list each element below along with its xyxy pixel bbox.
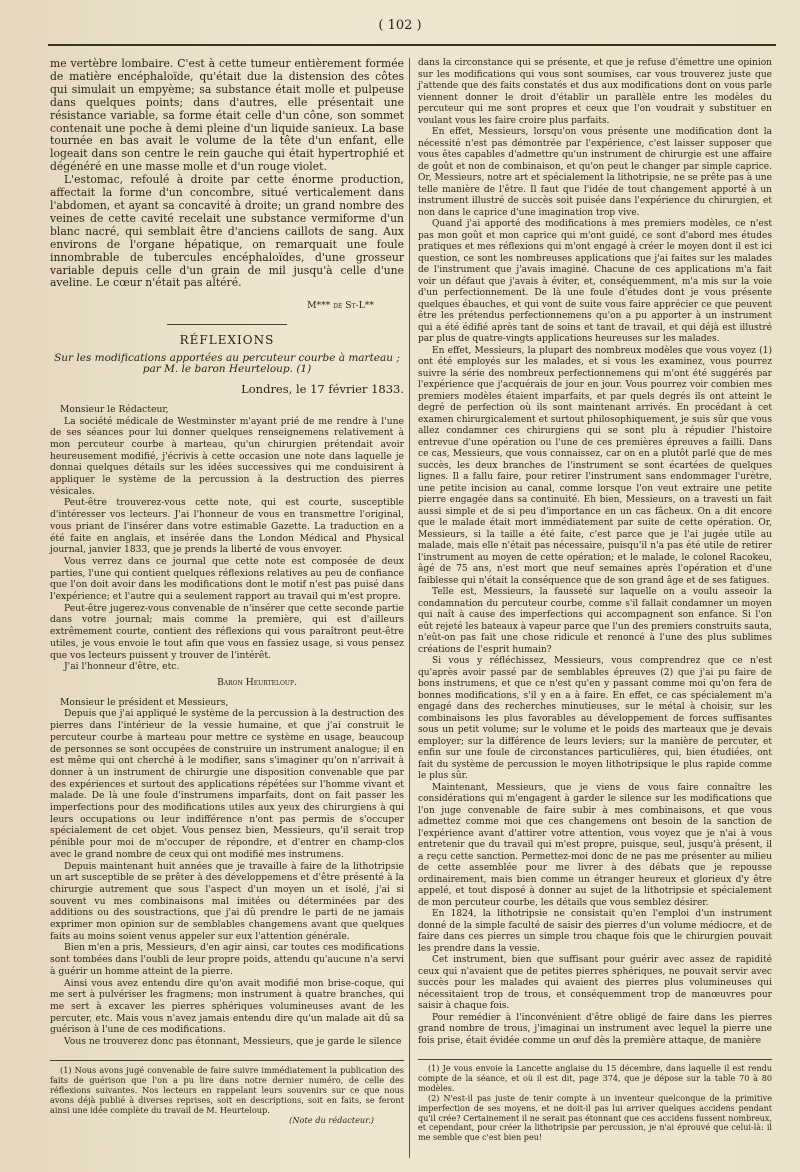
footnote: (1) Nous avons jugé convenable de faire suivre immédiatement la publication des faits de guérison que l'on a pu lire dans notre dernier numéro, de celle des réflexions suivantes. Nos lecteurs en rappelant leurs souvenirs sur ce que nous avons déjà publié à diverses reprises, soit en descriptions, soit en faits, se feront ainsi une idée complète du travail de M. Heurteloup. <box>50 1064 404 1116</box>
signature: Baron Heurteloup. <box>217 677 297 688</box>
paragraph: Peut-être trouverez-vous cette note, qui est courte, susceptible d'intéresser vos lecteurs. J'ai l'honneur de vous en transmettre l'original, vous priant de l'insérer dans votre estimable Gazette. La traduction en a été faite en anglais, et insérée dans the London Médical and Physical journal, janvier 1833, que je prends la liberté de vous envoyer. <box>50 497 404 556</box>
paragraph: Si vous y réfléchissez, Messieurs, vous comprendrez que ce n'est qu'après avoir passé par de semblables épreuves (2) que j'ai pu faire de bons instrumens, et que ce n'est qu'en y passant comme moi qu'on fera de bonnes modifications, s'il y en a à faire. En effet, ce cas spécialement m'a engagé dans des recherches minutieuses, sur le métal à choisir, sur les combinaisons les plus favorables au développement de forces suffisantes sous un petit volume; sur le volume et le poids des marteaux que je devais employer; sur la différence de leurs leviers; sur la manière de percuter, et enfin sur une foule de circonstances particulières, qui, bien étudiées, ont fait du système de percussion le moyen lithotripsique le plus rapide comme le plus sûr. <box>418 656 772 781</box>
paragraph: J'ai l'honneur d'être, etc. <box>64 661 180 673</box>
paragraph: La société médicale de Westminster m'ayant prié de me rendre à l'une de ses séances pour lui donner quelques renseignemens relativement à mon percuteur courbe à marteau, qu'un chirurgien prétendait avoir heureusement modifié, j'écrivis à cette occasion une note dans laquelle je donnai quelques détails sur les idées successives qui me conduisirent à appliquer le système de la percussion à la destruction des pierres vésicales. <box>50 415 404 497</box>
footnote-rule <box>50 1060 404 1061</box>
paragraph: Ainsi vous avez entendu dire qu'on avait modifié mon brise-coque, qui me sert à pulvériser les fragmens; mon instrument à quatre branches, qui me sert à excaver les pierres sphériques volumineuses avant de les percuter, etc. Mais vous n'avez jamais entendu dire qu'un malade ait dû sa guérison à l'une de ces modifications. <box>50 977 404 1036</box>
paragraph: En effet, Messieurs, la plupart des nombreux modèles que vous voyez (1) ont été employés sur les malades, et si vous les examinez, vous pourrez suivre la série des nombreux perfectionnemens qui m'ont été suggérés par l'expérience que j'acquérais de jour en jour. Vous pourrez voir combien mes premiers modèles étaient imparfaits, et par quels degrés ils ont atteint le degré de perfection où ils sont maintenant arrivés. En procédant à cet examen chirurgicalement et surtout philosophiquement, je suis sûr que vous allez condamner ces chirurgiens qui se sont plu à répudier l'histoire entrevue d'une opération ou l'une de ces premières épreuves a failli. Dans ce cas, Messieurs, que vous connaissez, car on en a plutôt parlé que de mes succès, les deux branches de l'instrument se sont écartées de quelques lignes. Il a fallu faire, pour retirer l'instrument sans endommager l'urètre, une petite incision au canal, comme lorsque l'on veut extraire une petite pierre engagée dans sa continuité. Eh bien, Messieurs, on a travesti un fait aussi simple et de si peu d'importance en un cas fâcheux. On a dit encore que le malade était mort immédiatement par suite de cette opération. Or, Messieurs, si la taille a été faite, c'est parce que je l'ai jugée utile au malade, mais elle n'était pas nécessaire, puisqu'il n'a pas été utile de retirer l'instrument au moyen de cette opération; et le malade, le colonel Racokeu, âgé de 75 ans, n'est mort que neuf semaines après l'opération et d'une faiblesse qui n'était la conséquence que de son grand âge et de ses fatigues. <box>418 345 772 586</box>
footnote-sign: (Note du rédacteur.) <box>289 1115 374 1126</box>
paragraph: Telle est, Messieurs, la fausseté sur laquelle on a voulu asseoir la condamnation du percuteur courbe, comme s'il fallait condamner un moyen qui naît à cause des imperfections qui accompagnent son enfance. Si l'on eût rejeté les bateaux à vapeur parce que l'un des premiers construits sauta, n'eût-on pas fait une chose ridicule et renoncé à l'une des plus sublimes créations de l'esprit humain? <box>418 587 772 655</box>
footnotes <box>50 1065 404 1126</box>
footnote: (1) Je vous envoie la Lancette anglaise du 15 décembre, dans laquelle il est rendu compte de la séance, et où il est dit, page 374, que je dépose sur la table 70 à 80 modèles. <box>418 1064 772 1093</box>
dateline: Londres, le 17 février 1833. <box>241 382 404 397</box>
paragraph: Maintenant, Messieurs, que je viens de vous faire connaître les considérations qui m'engagent à garder le silence sur les modifications que l'on juge convenable de faire subir à mes combinaisons, et que vous admettez comme moi que ces changemens ont besoin de la sanction de l'expérience avant d'attirer votre attention, vous voyez que je n'ai à vous entretenir que du travail qui m'est propre, puisque, seul, jusqu'à présent, il a reçu cette sanction. Permettez-moi donc de ne pas me présenter au milieu de cette assemblée pour me livrer à des débats que je repousse ordinairement, mais bien comme un étranger heureux et glorieux d'y être appelé, et tout disposé à donner au sujet de la lithotripsie et spécialement de mon percuteur courbe, les détails que vous semblez désirer. <box>418 782 772 908</box>
salutation: Monsieur le président et Messieurs, <box>60 696 229 708</box>
paragraph: me vertèbre lombaire. C'est à cette tumeur entièrement formée de matière encéphaloïde, qu'était due la distension des côtes qui simulait un empyème; sa substance était molle et pulpeuse dans quelques points; dans d'autres, elle présentait une résistance variable, sa forme était celle d'un cône, son sommet contenait une poche à demi pleine d'un liquide sanieux. La base tournée en bas avait le volume de la tête d'un enfant, elle logeait dans son centre le rein gauche qui était hypertrophié et dégénéré en une masse molle et d'un rouge violet. <box>50 57 404 174</box>
footnotes <box>418 1064 772 1143</box>
paragraph: Depuis que j'ai appliqué le système de la percussion à la destruction des pierres dans l'intérieur de la vessie humaine, et que j'ai construit le percuteur courbe à marteau pour mettre ce système en usage, beaucoup de personnes se sont occupées de construire un instrument analogue; il en est même qui ont cherché à le modifier, sans s'imaginer qu'on n'arrivait à donner à un instrument de chirurgie une disposition convenable que par des expériences et surtout des applications répétées sur l'homme vivant et malade. De là une foule d'instrumens imparfaits, dont on fait passer les imperfections pour des modifications utiles aux yeux des chirurgiens à qui leurs occupations ou leur indifférence n'ont pas permis de s'occuper spécialement de cet objet. Vous pensez bien, Messieurs, qu'il serait trop pénible pour moi de m'occuper de répondre, et d'entrer en champ-clos avec le grand nombre de ceux qui ont modifié mes instrumens. <box>50 708 404 860</box>
paragraph: dans la circonstance qui se présente, et que je refuse d'émettre une opinion sur les modifications qui vous sont soumises, car vous trouverez juste que j'attende que des faits constatés et dus aux modifications dont on vous parle viennent donner le droit d'établir un parallèle entre les modèles du percuteur qui me sont propres et ceux que l'on voudrait y substituer en voulant vous les faire croire plus parfaits. <box>418 58 772 126</box>
lead-text <box>50 58 404 290</box>
paragraph: Pour remédier à l'inconvénient d'être obligé de faire dans les pierres grand nombre de trous, j'imaginai un instrument avec lequel la pierre une fois prise, était évidée comme un œuf dès la première attaque, de manière <box>418 1012 772 1046</box>
header-rule <box>48 44 776 46</box>
paragraph: Cet instrument, bien que suffisant pour guérir avec assez de rapidité ceux qui n'avaient que de petites pierres sphériques, ne pouvait servir avec succès pour les malades qui avaient des pierres plus volumineuses qui nécessitaient trop de trous, et conséquemment trop de manœuvres pour saisir à chaque fois. <box>418 955 772 1011</box>
signature: M*** de St-L** <box>307 300 374 312</box>
section-subtitle: Sur les modifications apportées au percuteur courbe à marteau ; par M. le baron Heurteloup. (1) <box>54 351 400 376</box>
paragraph: Quand j'ai apporté des modifications à mes premiers modèles, ce n'est pas mon goût et mon caprice qui m'ont guidé, ce sont d'abord mes études pratiques et mes réflexions qui m'ont engagé à créer le moyen dont il est ici question, ce sont les nombreuses applications que j'ai faites sur les malades de l'instrument que j'avais imaginé. Chacune de ces applications m'a fait voir un défaut que j'avais à éviter, et, conséquemment, m'a mis sur la voie d'un perfectionnement. De là une foule d'études dont je vous présente quelques ébauches, et qui vont de suite vous faire apprécier ce que peuvent être les prétendus perfectionnemens qu'on a pu apporter à un instrument qui a été édifié après tant de soins et tant de travail, et qui déjà est illustré par plus de quatre-vingts applications heureuses sur les malades. <box>418 219 772 344</box>
paragraph: Bien m'en a pris, Messieurs, d'en agir ainsi, car toutes ces modifications sont tombées dans l'oubli de leur propre poids, attendu qu'aucune n'a servi à guérir un homme atteint de la pierre. <box>50 942 404 977</box>
right-column <box>418 58 772 1143</box>
paragraph: Depuis maintenant huit années que je travaille à faire de la lithotripsie un art susceptible de se prêter à des développemens et d'être présenté à la chirurgie autrement que sous l'aspect d'un moyen un et isolé, j'ai si souvent vu mes combinaisons mal imitées ou déterminées par des additions ou des soustractions, que j'ai dû prendre le parti de ne jamais exprimer mon opinion sur de semblables changemens avant que quelques faits au moins soient venus appeler sur eux l'attention générale. <box>50 860 404 942</box>
paragraph: Vous ne trouverez donc pas étonnant, Messieurs, que je garde le silence <box>64 1036 402 1048</box>
footnote-rule <box>418 1059 772 1060</box>
left-column <box>50 58 404 1125</box>
section-title: RÉFLEXIONS <box>179 333 275 348</box>
paragraph: En effet, Messieurs, lorsqu'on vous présente une modification dont la nécessité n'est pas démontrée par l'expérience, c'est laisser supposer que vous êtes capables d'admettre qu'un instrument de chirurgie est une affaire de goût et non de combinaison, et qu'on peut le changer par simple caprice. Or, Messieurs, notre art et spécialement la lithotripsie, ne se prête pas à une telle manière de l'être. Il faut que l'idée de tout changement apporté à un instrument illustré de succès soit puisée dans l'expérience du chirurgien, et non dans le caprice d'une imagination trop vive. <box>418 127 772 218</box>
footnote: (2) N'est-il pas juste de tenir compte à un inventeur quelconque de la primitive imperfection de ses moyens, et ne doit-il pas lui arriver quelques accidens pendant qu'il crée? Certainement il ne serait pas étonnant que ces accidens fussent nombreux, et cependant, pour créer la lithotripsie par percussion, je n'ai éprouvé que celui-là: il me semble que c'est bien peu! <box>418 1093 772 1143</box>
separator <box>167 324 287 325</box>
paragraph: L'estomac, refoulé à droite par cette énorme production, affectait la forme d'un concombre, situé verticalement dans l'abdomen, et ayant sa concavité à droite; un grand nombre des veines de cette cavité recelait une substance vermiforme d'un blanc nacré, qui semblait être d'anciens caillots de sang. Aux environs de l'organe hépatique, on remarquait une foule innombrable de tubercules encéphaloïdes, d'une grosseur variable depuis celle d'un grain de mil jusqu'à celle d'une aveline. Le cœur n'était pas altéré. <box>50 173 404 290</box>
column-divider <box>409 58 410 1158</box>
paragraph: Peut-être jugerez-vous convenable de n'insérer que cette seconde partie dans votre journal; mais comme la première, qui est d'ailleurs extrêmement courte, contient des réflexions qui vous paraîtront peut-être utiles, je vous envoie le tout afin que vous en fassiez usage, si vous pensez que vos lecteurs puissent y trouver de l'intérêt. <box>50 602 404 661</box>
paragraph: Vous verrez dans ce journal que cette note est composée de deux parties, l'une qui contient quelques réflexions relatives au peu de confiance que l'on doit avoir dans les modifications dont le motif n'est pas puisé dans l'expérience; et l'autre qui a seulement rapport au travail qui m'est propre. <box>50 555 404 603</box>
salutation: Monsieur le Rédacteur, <box>60 403 169 415</box>
page-number: ( 102 ) <box>378 18 422 33</box>
paragraph: En 1824, la lithotripsie ne consistait qu'en l'emploi d'un instrument donné de la simple faculté de saisir des pierres d'un volume médiocre, et de faire dans ces pierres un simple trou chaque fois que le chirurgien pouvait les prendre dans la vessie. <box>418 909 772 954</box>
